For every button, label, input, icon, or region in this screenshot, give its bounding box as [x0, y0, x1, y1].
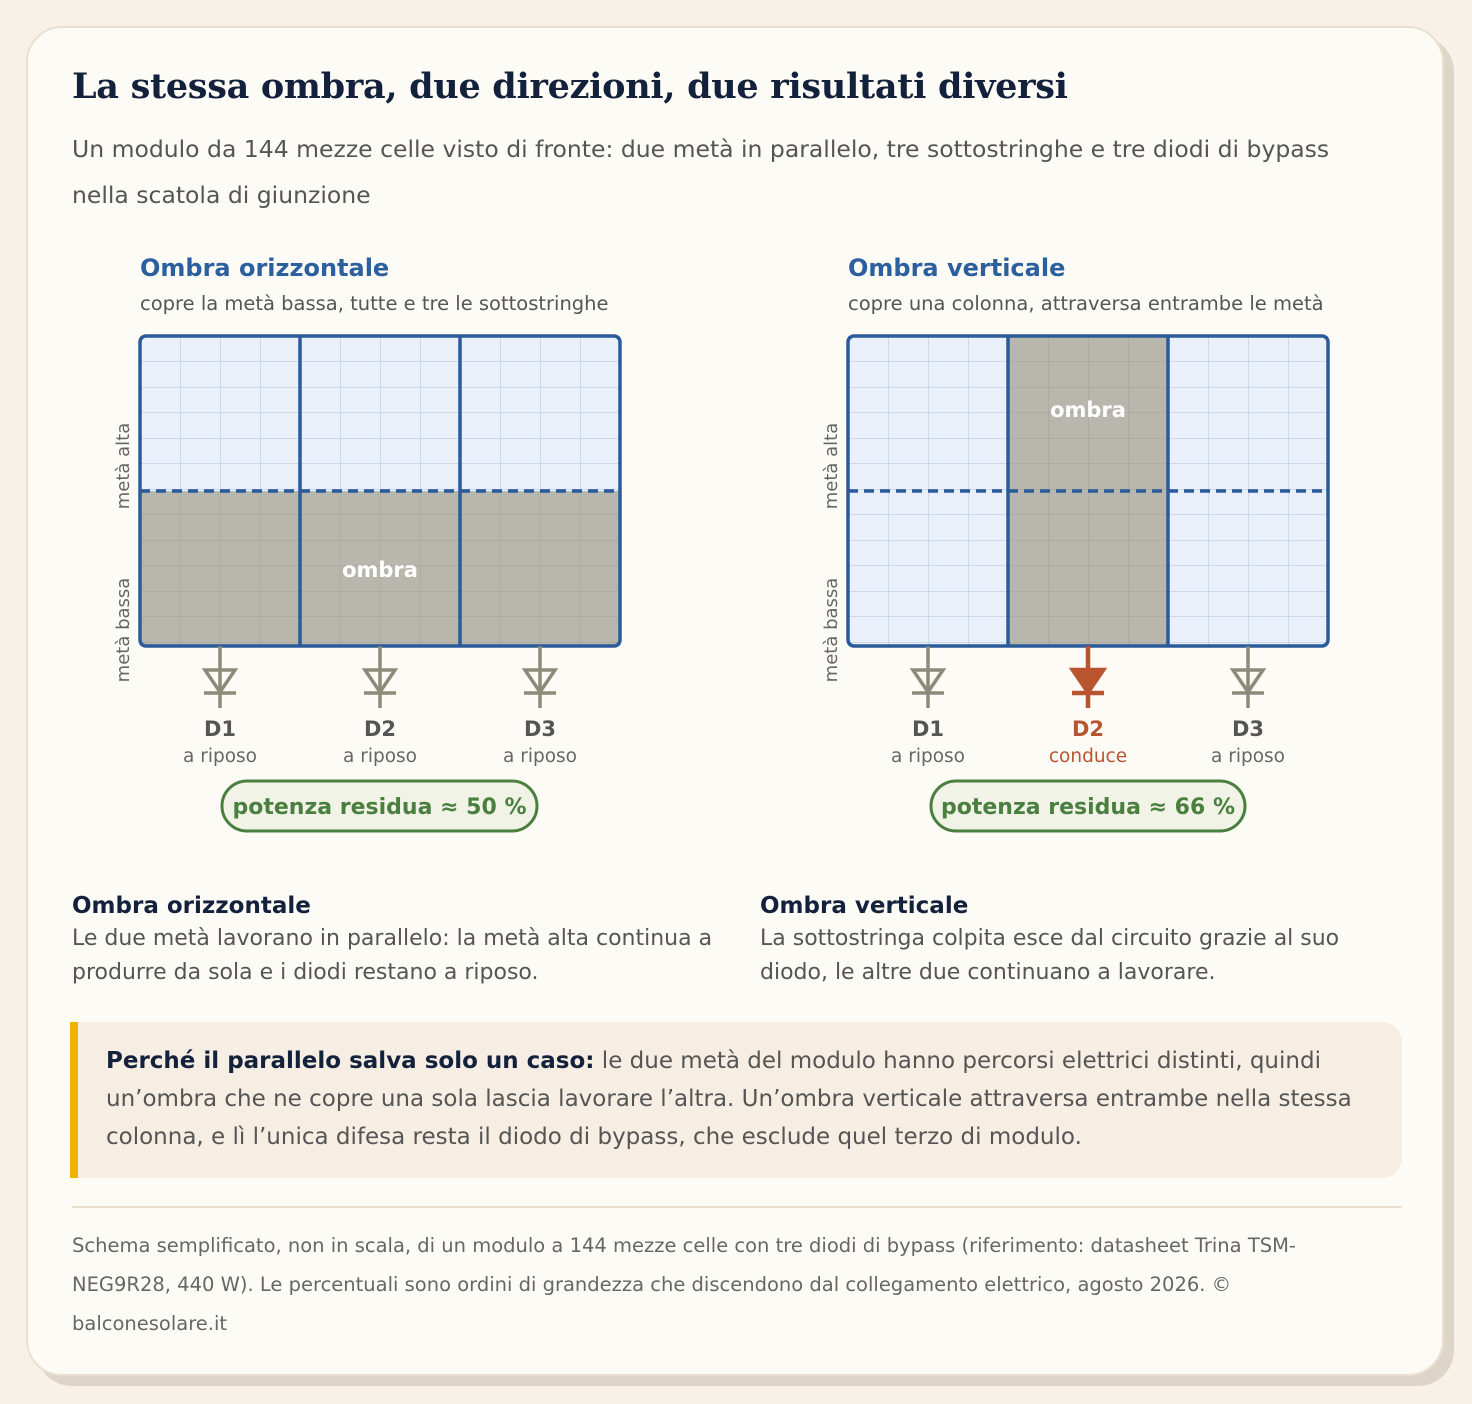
- explanation-title: Ombra verticale: [760, 893, 969, 919]
- page-title: La stessa ombra, due direzioni, due risultati diversi: [72, 66, 1068, 107]
- label-bottom-half: metà bassa: [821, 577, 842, 683]
- diode-d3: [524, 646, 556, 708]
- diode-label-active: D2: [1071, 717, 1105, 741]
- explanation-text: Le due metà lavorano in parallelo: la metà alta continua a produrre da sola e i diodi restano a riposo.: [72, 926, 713, 985]
- callout-lead: Perché il parallelo salva solo un caso:: [106, 1048, 595, 1074]
- diode-d1: [204, 646, 236, 708]
- diode-d2: [364, 646, 396, 708]
- divider: [72, 1206, 1402, 1208]
- panel-vertical-shade: [821, 254, 1328, 831]
- result-label: potenza residua ≈ 66 %: [940, 795, 1236, 820]
- callout-text: le due metà del modulo hanno percorsi elettrici distinti, quindi un’ombra che ne copre una sola lascia lavorare l’altra. Un’ombra verticale attraversa entrambe nella stessa colonna, e lì l’unica difesa resta il diodo di bypass, che esclude quel terzo di modulo.: [106, 1048, 1352, 1150]
- panel-subtitle: copre la metà bassa, tutte e tre le sottostringhe: [140, 292, 609, 315]
- diode-d2-active: [1072, 646, 1104, 708]
- explanation-horizontal: [72, 890, 722, 990]
- label-bottom-half: metà bassa: [113, 577, 134, 683]
- diode-state: a riposo: [343, 746, 417, 767]
- diode-state: a riposo: [183, 746, 257, 767]
- diode-state: a riposo: [503, 746, 577, 767]
- panel-subtitle: copre una colonna, attraversa entrambe le metà: [848, 292, 1324, 315]
- diode-state-active: conduce: [1048, 746, 1128, 767]
- diode-label: D1: [203, 717, 237, 741]
- page-subtitle: Un modulo da 144 mezze celle visto di fronte: due metà in parallelo, tre sottostringhe e tre diodi di bypass nella scatola di giunzione: [72, 135, 1330, 209]
- shade-label: ombra: [1050, 398, 1126, 422]
- footer-note: Schema semplificato, non in scala, di un modulo a 144 mezze celle con tre diodi di bypass (riferimento: datasheet Trina TSM-NEG9R28, 440 W). Le percentuali sono ordini di grandezza che discendono dal collegamento elettrico, agosto 2026. © balconesolare.it: [72, 1234, 1296, 1335]
- diode-d3: [1232, 646, 1264, 708]
- panel-title: Ombra orizzontale: [140, 254, 390, 282]
- callout-note: [70, 1022, 1402, 1178]
- diode-label: D3: [1231, 717, 1265, 741]
- result-label: potenza residua ≈ 50 %: [232, 795, 527, 820]
- diode-state: a riposo: [1211, 746, 1285, 767]
- diode-state: a riposo: [891, 746, 965, 767]
- label-top-half: metà alta: [821, 422, 842, 510]
- shade-label: ombra: [342, 558, 418, 582]
- diode-label: D3: [523, 717, 557, 741]
- diode-label: D1: [911, 717, 945, 741]
- diode-d1: [912, 646, 944, 708]
- label-top-half: metà alta: [113, 422, 134, 510]
- explanation-text: La sottostringa colpita esce dal circuito grazie al suo diodo, le altre due continuano a lavorare.: [760, 926, 1340, 985]
- diode-label: D2: [363, 717, 397, 741]
- panel-horizontal-shade: [113, 254, 620, 831]
- panel-title: Ombra verticale: [848, 254, 1066, 282]
- explanation-vertical: [760, 890, 1410, 990]
- explanation-title: Ombra orizzontale: [72, 893, 311, 919]
